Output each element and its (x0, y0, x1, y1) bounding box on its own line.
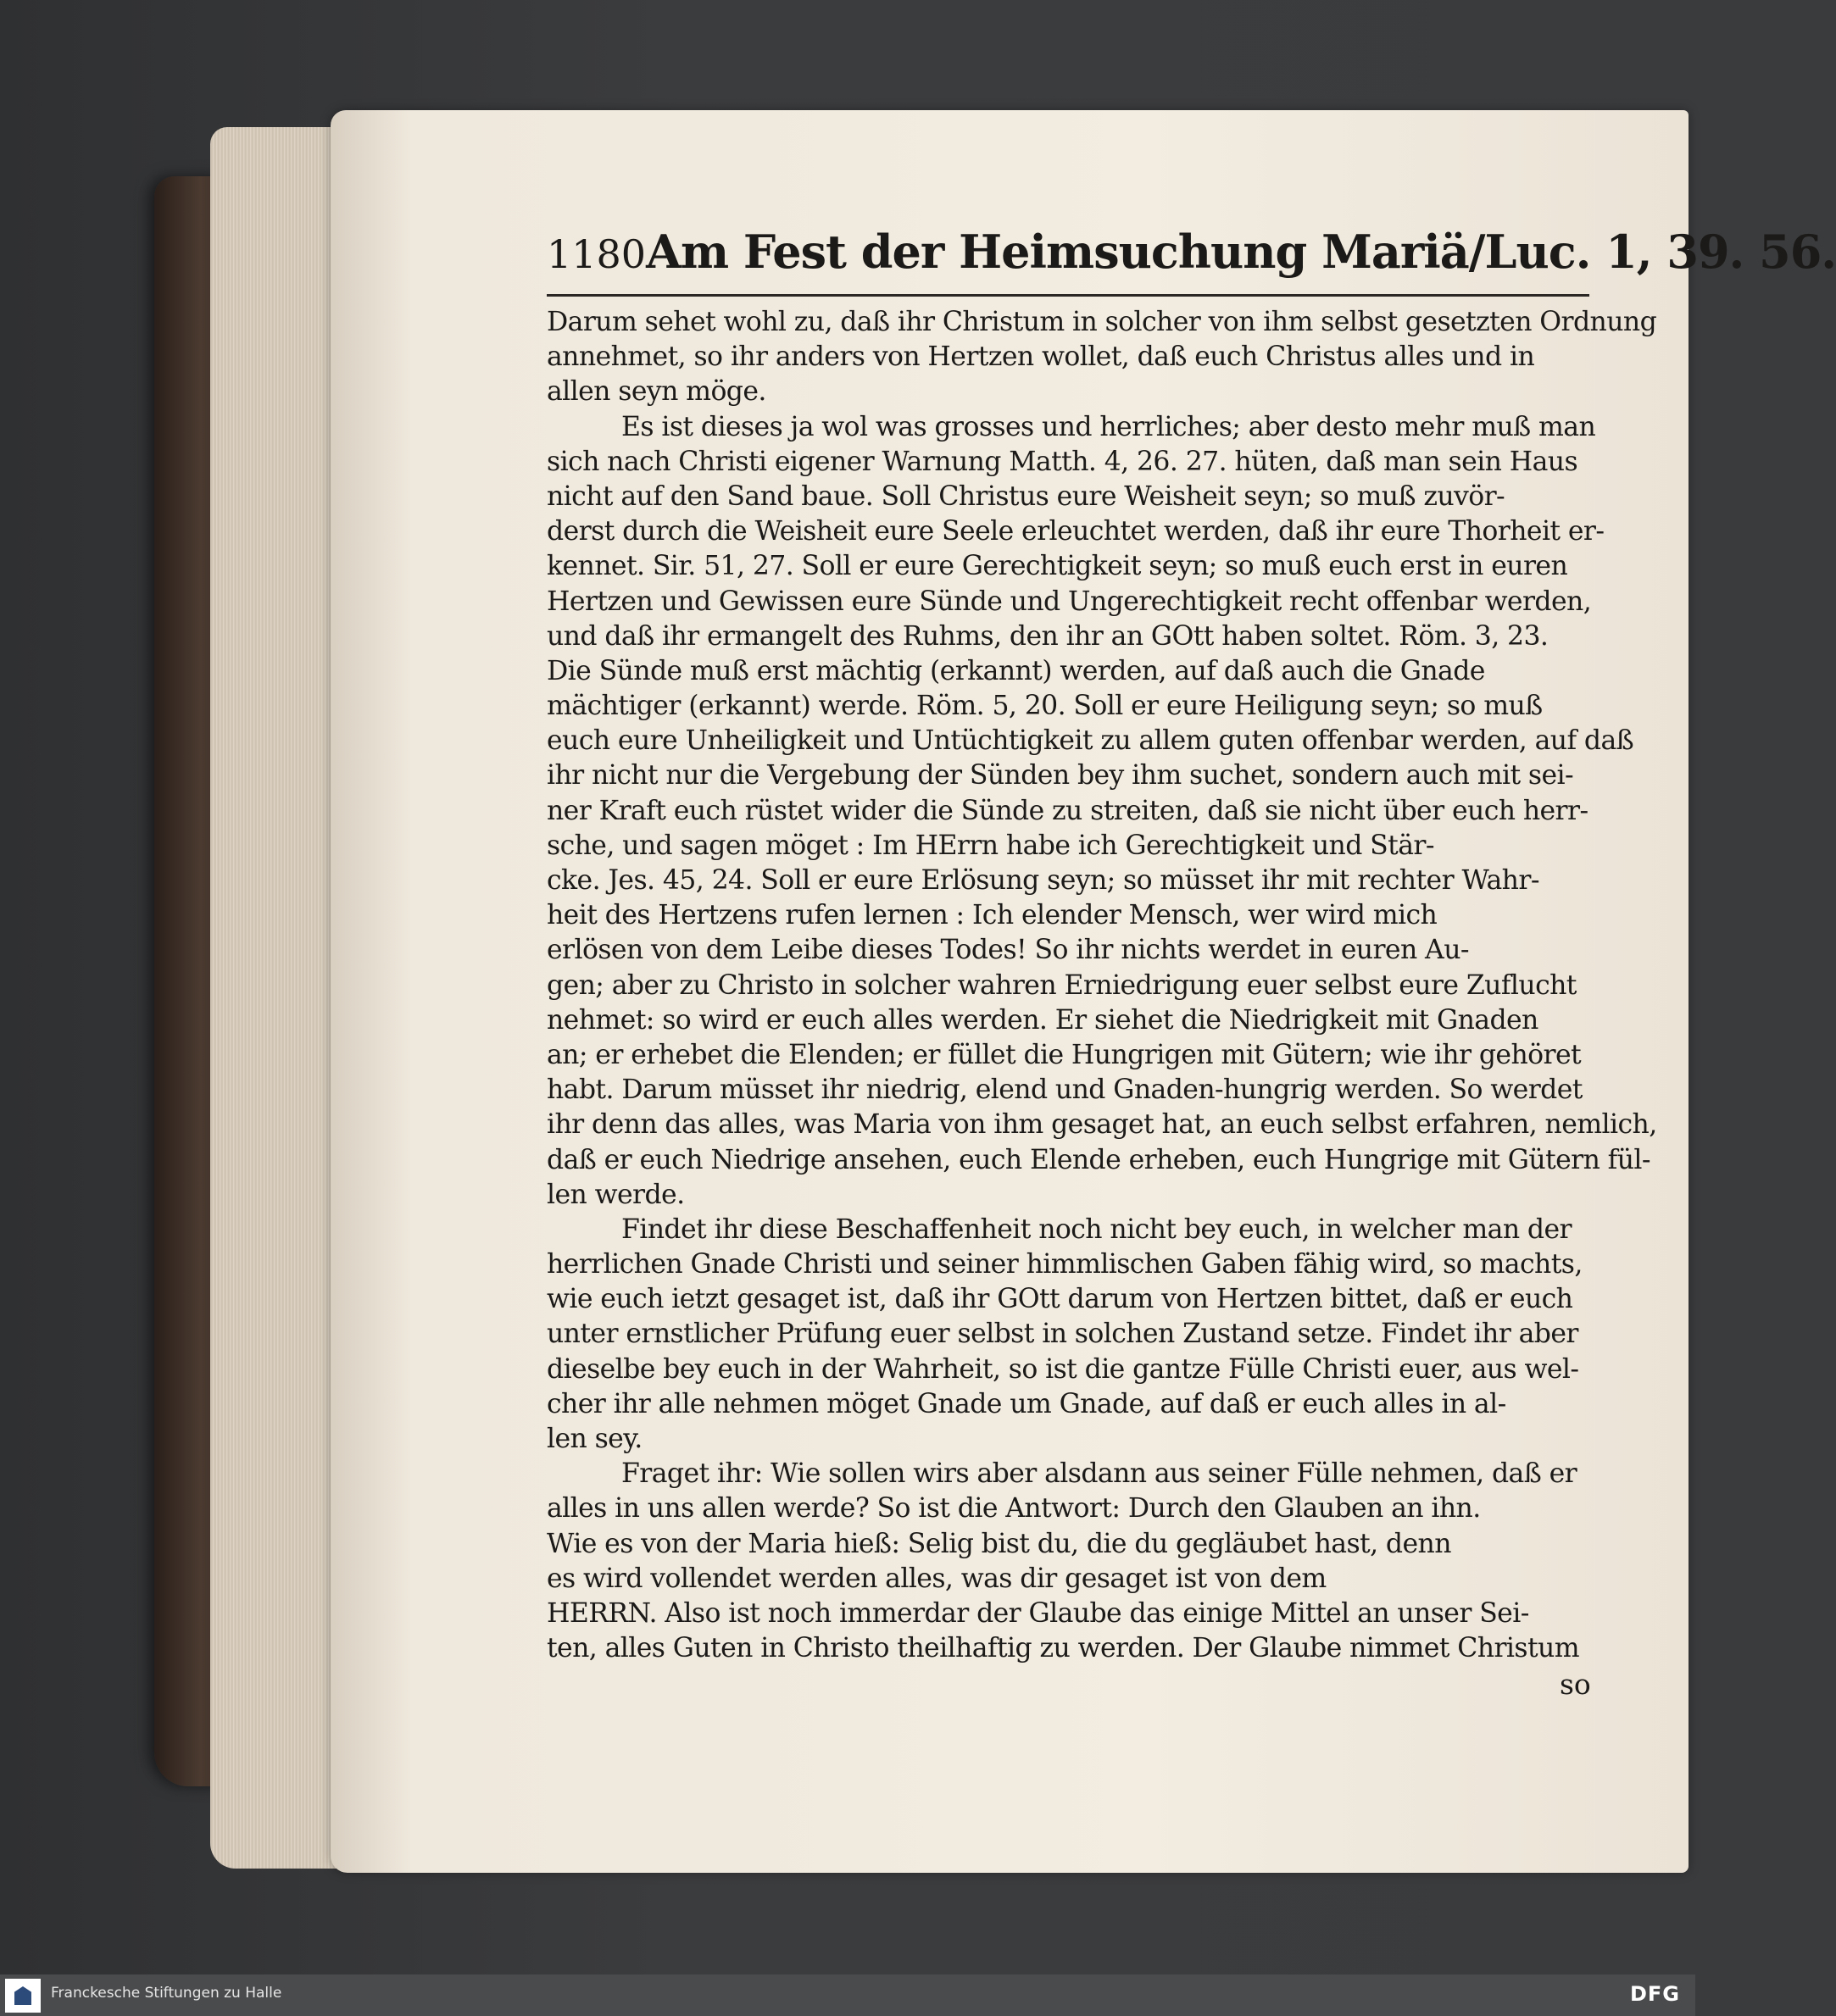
header-rule (547, 294, 1589, 297)
text-line: ten, alles Guten in Christo theilhaftig zu werden. Der Glaube nimmet Christum (547, 1633, 1579, 1664)
page-edges (210, 127, 346, 1869)
viewer-footer (0, 1974, 1695, 2016)
text-line: Hertzen und Gewissen eure Sünde und Ungerechtigkeit recht offenbar werden, (547, 586, 1592, 617)
text-line: ihr nicht nur die Vergebung der Sünden bey ihm suchet, sondern auch mit sei- (547, 760, 1574, 791)
text-line: allen seyn möge. (547, 376, 766, 408)
text-line: len sey. (547, 1424, 643, 1454)
text-line: es wird vollendet werden alles, was dir gesaget ist von dem (547, 1563, 1327, 1594)
text-line: erlösen von dem Leibe dieses Todes! So ihr nichts werdet in euren Au- (547, 935, 1469, 966)
text-line: alles in uns allen werde? So ist die Antwort: Durch den Glauben an ihn. (547, 1493, 1481, 1524)
text-line: wie euch ietzt gesaget ist, daß ihr GOtt darum von Hertzen bittet, daß er euch (547, 1284, 1573, 1315)
text-line: Darum sehet wohl zu, daß ihr Christum in solcher von ihm selbst gesetzten Ordnung (547, 307, 1657, 337)
text-line: cke. Jes. 45, 24. Soll er eure Erlösung seyn; so müsset ihr mit rechter Wahr- (547, 865, 1539, 896)
text-line: annehmet, so ihr anders von Hertzen wollet, daß euch Christus alles und in (547, 342, 1535, 373)
text-line: herrlichen Gnade Christi und seiner himmlischen Gaben fähig wird, so machts, (547, 1249, 1583, 1280)
text-line: nehmet: so wird er euch alles werden. Er siehet die Niedrigkeit mit Gnaden (547, 1004, 1538, 1036)
running-title: Am Fest der Heimsuchung Mariä/Luc. 1, 39. 56. (646, 225, 1836, 279)
text-line: Wie es von der Maria hieß: Selig bist du, die du gegläubet hast, denn (547, 1528, 1451, 1559)
text-line: und daß ihr ermangelt des Ruhms, den ihr an GOtt haben soltet. Röm. 3, 23. (547, 620, 1549, 652)
text-line: euch eure Unheiligkeit und Untüchtigkeit zu allem guten offenbar werden, auf daß (547, 725, 1634, 757)
text-line: Fraget ihr: Wie sollen wirs aber alsdann aus seiner Fülle nehmen, daß er (621, 1458, 1577, 1490)
text-line: sche, und sagen möget : Im HErrn habe ich Gerechtigkeit und Stär- (547, 830, 1434, 861)
text-line: an; er erhebet die Elenden; er füllet die Hungrigen mit Gütern; wie ihr gehöret (547, 1039, 1582, 1070)
institution-name: Franckesche Stiftungen zu Halle (51, 1985, 282, 2002)
text-line: Die Sünde muß erst mächtig (erkannt) werden, auf daß auch die Gnade (547, 655, 1485, 686)
page-text (547, 225, 1836, 1666)
text-line: nicht auf den Sand baue. Soll Christus eure Weisheit seyn; so muß zuvör- (547, 480, 1505, 512)
text-line: ner Kraft euch rüstet wider die Sünde zu streiten, daß sie nicht über euch herr- (547, 795, 1588, 826)
text-line: cher ihr alle nehmen möget Gnade um Gnade, auf daß er euch alles in al- (547, 1388, 1506, 1419)
institution-logo-icon (5, 1979, 41, 2013)
text-line: Findet ihr diese Beschaffenheit noch nicht bey euch, in welcher man der (621, 1213, 1572, 1245)
running-head (547, 225, 1836, 292)
text-line: kennet. Sir. 51, 27. Soll er eure Gerechtigkeit seyn; so muß euch erst in euren (547, 551, 1568, 582)
catchword: so (1560, 1668, 1591, 1701)
text-line: unter ernstlicher Prüfung euer selbst in solchen Zustand setze. Findet ihr aber (547, 1319, 1578, 1350)
text-line: Es ist dieses ja wol was grosses und herrliches; aber desto mehr muß man (621, 411, 1596, 442)
text-line: heit des Hertzens rufen lernen : Ich elender Mensch, wer wird mich (547, 900, 1438, 931)
dfg-logo: DFG (1629, 1982, 1680, 2006)
text-line: sich nach Christi eigener Warnung Matth. 4, 26. 27. hüten, daß man sein Haus (547, 446, 1578, 477)
text-line: dieselbe bey euch in der Wahrheit, so ist die gantze Fülle Christi euer, aus wel- (547, 1353, 1579, 1385)
body-text (547, 305, 1657, 1666)
text-line: daß er euch Niedrige ansehen, euch Elende erheben, euch Hungrige mit Gütern fül- (547, 1144, 1650, 1175)
text-line: gen; aber zu Christo in solcher wahren Erniedrigung euer selbst eure Zuflucht (547, 969, 1577, 1001)
text-line: len werde. (547, 1179, 685, 1210)
building-icon (14, 1986, 31, 2005)
page-number: 1180 (547, 231, 647, 277)
text-line: mächtiger (erkannt) werde. Röm. 5, 20. Soll er eure Heiligung seyn; so muß (547, 691, 1543, 722)
text-line: ihr denn das alles, was Maria von ihm gesaget hat, an euch selbst erfahren, nemlich, (547, 1109, 1657, 1141)
text-line: habt. Darum müsset ihr niedrig, elend und Gnaden-hungrig werden. So werdet (547, 1075, 1583, 1106)
text-line: derst durch die Weisheit eure Seele erleuchtet werden, daß ihr eure Thorheit er- (547, 516, 1605, 547)
text-line: HERRN. Also ist noch immerdar der Glaube das einige Mittel an unser Sei- (547, 1597, 1529, 1629)
